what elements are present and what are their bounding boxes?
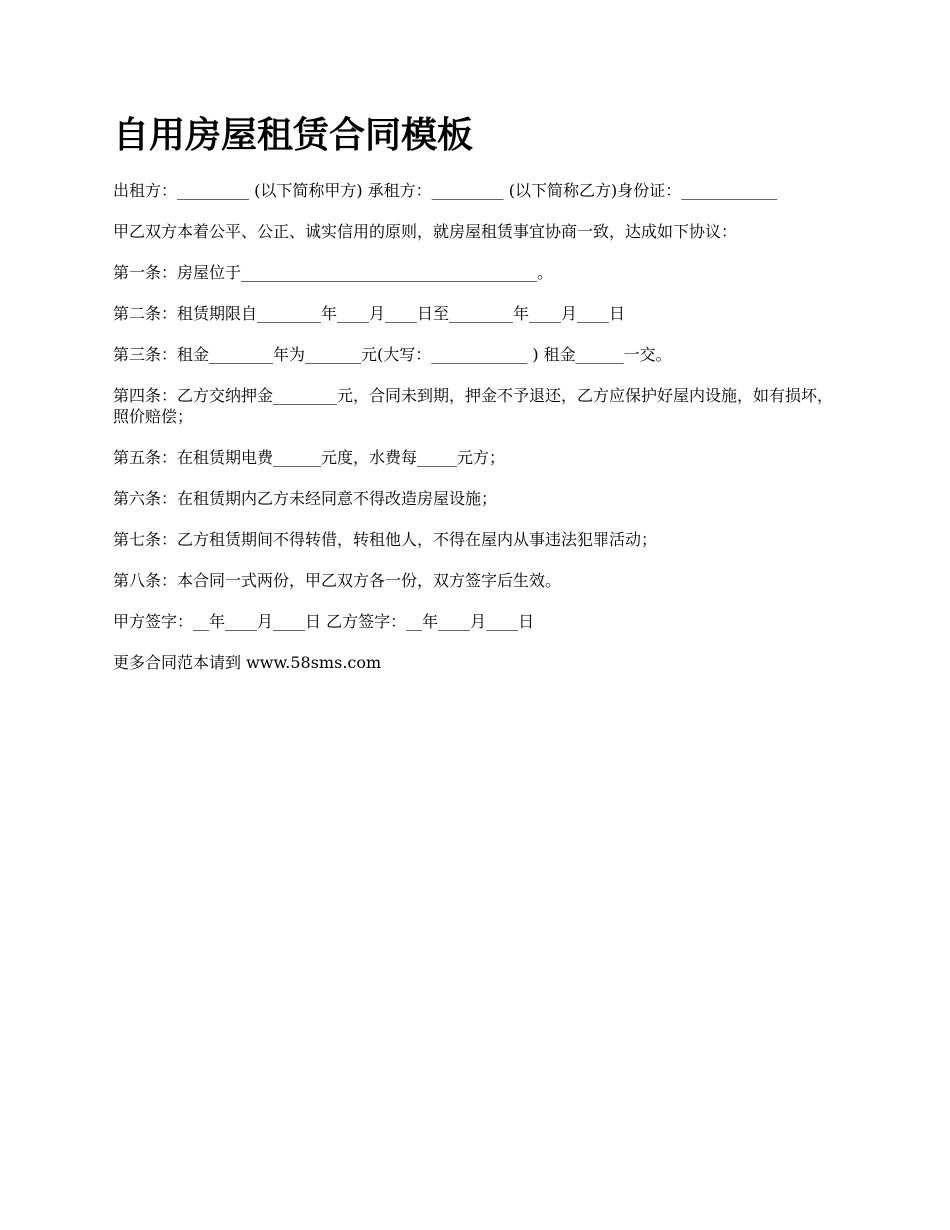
article-4: 第四条：乙方交纳押金________元，合同未到期，押金不予退还，乙方应保护好屋内设施，如有损坏，照价赔偿； (113, 386, 834, 426)
footer-note: 更多合同范本请到 www.58sms.com (113, 653, 382, 672)
article-3: 第三条：租金________年为_______元(大写：____________ ) 租金______一交。 (113, 345, 672, 364)
article-1: 第一条：房屋位于_____________________________________。 (113, 263, 554, 282)
article-2: 第二条：租赁期限自________年____月____日至________年____月____日 (113, 304, 626, 323)
preamble-clause: 甲乙双方本着公平、公正、诚实信用的原则，就房屋租赁事宜协商一致，达成如下协议： (113, 222, 738, 241)
article-6: 第六条：在租赁期内乙方未经同意不得改造房屋设施； (113, 489, 498, 508)
document-title: 自用房屋租赁合同模板 (113, 115, 474, 156)
article-7: 第七条：乙方租赁期间不得转借，转租他人，不得在屋内从事违法犯罪活动； (113, 530, 658, 549)
signature-line: 甲方签字：__年____月____日 乙方签字：__年____月____日 (113, 612, 535, 631)
parties-clause: 出租方：_________ (以下简称甲方) 承租方：_________ (以下简称乙方)身份证：____________ (113, 181, 778, 200)
document-page (113, 112, 838, 693)
article-5: 第五条：在租赁期电费______元度，水费每_____元方； (113, 448, 506, 467)
article-8: 第八条：本合同一式两份，甲乙双方各一份，双方签字后生效。 (113, 571, 562, 590)
